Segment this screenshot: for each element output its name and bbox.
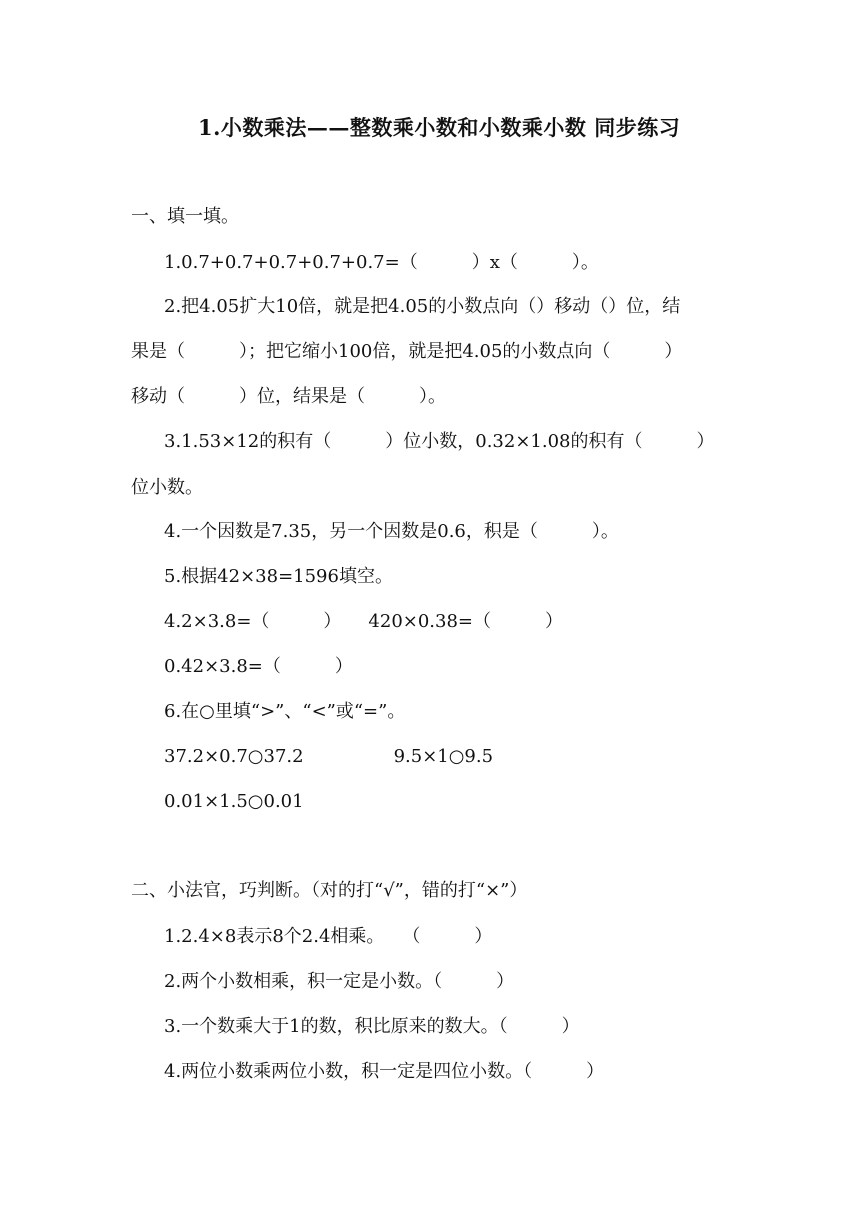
q2-4: 4.两位小数乘两位小数，积一定是四位小数。（ ） [164,1061,605,1082]
q1-2-line2: 果是（ ）；把它缩小100倍，就是把4.05的小数点向（ ） [131,341,683,362]
q1-2-line3: 移动（ ）位，结果是（ ）。 [131,386,446,407]
q1-5-a: 4.2×3.8=（ ） 420×0.38=（ ） [164,611,564,632]
q1-2-line1: 2.把4.05扩大10倍，就是把4.05的小数点向（）移动（）位，结 [164,296,681,317]
q1-5-b: 0.42×3.8=（ ） [164,656,353,677]
q2-3: 3.一个数乘大于1的数，积比原来的数大。（ ） [164,1016,580,1037]
q2-2: 2.两个小数相乘，积一定是小数。（ ） [164,971,515,992]
q2-1: 1.2.4×8表示8个2.4相乘。 （ ） [164,926,493,947]
section-1-heading: 一、填一填。 [131,206,239,227]
q1-6: 6.在○里填“>”、“<”或“=”。 [164,701,406,722]
q1-3-line2: 位小数。 [131,477,203,498]
worksheet-title: 1.小数乘法——整数乘小数和小数乘小数 同步练习 [198,115,681,140]
section-2-heading: 二、小法官，巧判断。（对的打“√”，错的打“×”） [131,880,528,901]
q1-6-b: 0.01×1.5○0.01 [164,791,304,812]
q1-6-a: 37.2×0.7○37.2 9.5×1○9.5 [164,746,494,767]
q1-1: 1.0.7+0.7+0.7+0.7+0.7=（ ）x（ ）。 [164,252,599,273]
q1-5: 5.根据42×38=1596填空。 [164,566,393,587]
q1-4: 4.一个因数是7.35，另一个因数是0.6，积是（ ）。 [164,521,619,542]
q1-3-line1: 3.1.53×12的积有（ ）位小数，0.32×1.08的积有（ ） [164,431,715,452]
